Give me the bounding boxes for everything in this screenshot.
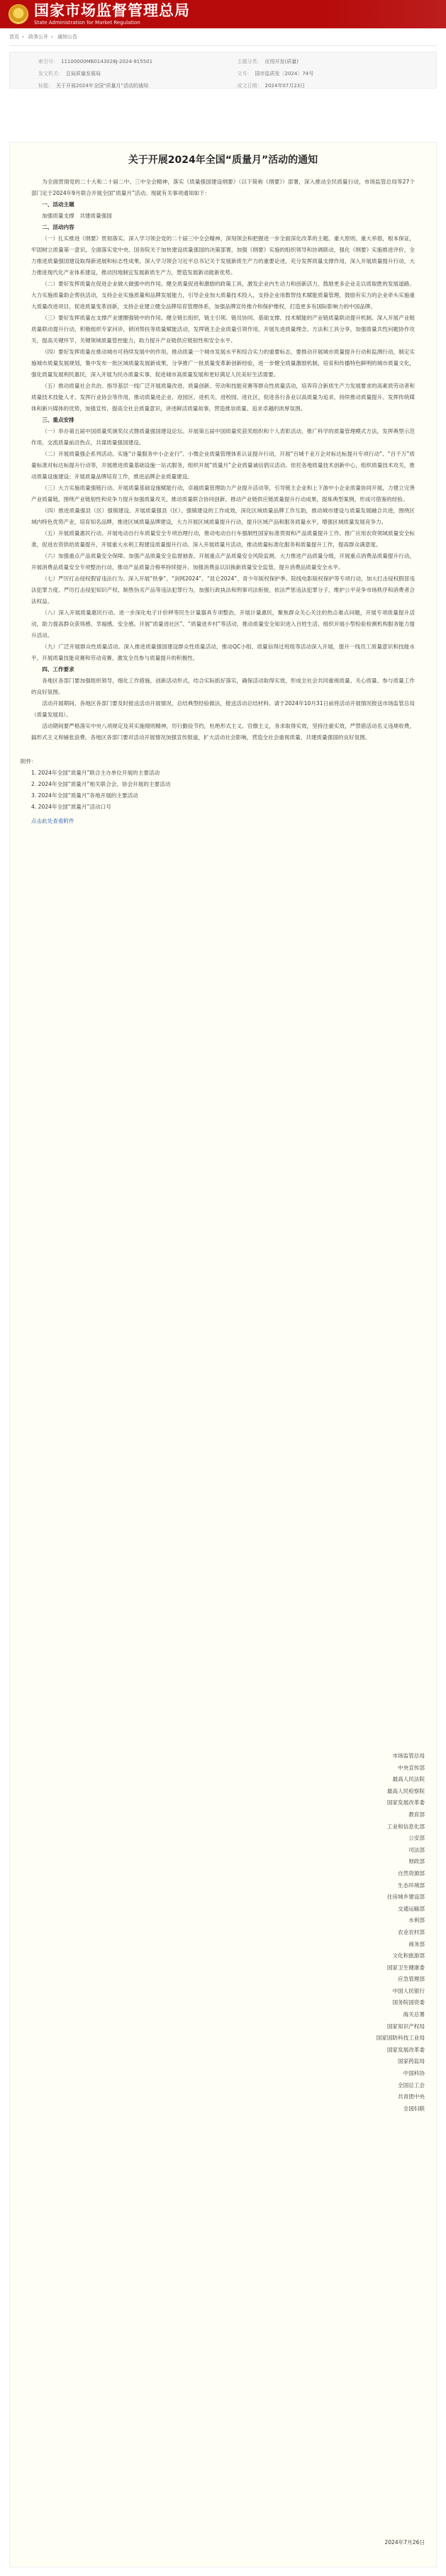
attachment-link[interactable]: 点击此处查看附件 — [31, 818, 74, 824]
recipient-item: 国家国防科技工业局 — [376, 2035, 425, 2042]
article-paragraph: 活动开展期间，各地区各部门要及时报送活动开展情况，总结典型经验做法，报送活动总结材料。请于2024年10月31日前将活动开展情况报送市场监管总局（质量发展局）。 — [31, 700, 415, 718]
recipient-item: 公安部 — [408, 1835, 425, 1842]
site-english-title: State Administration for Market Regulation — [34, 19, 140, 26]
breadcrumb-notices[interactable]: 通知公告 — [57, 34, 78, 40]
recipient-item: 国家卫生健康委 — [386, 1964, 425, 1971]
recipient-item: 最高人民检察院 — [386, 1787, 425, 1794]
article-paragraph: （七）严厉打击侵权假冒违法行为。深入开展“铁拳”、“剑网2024”、“昆仑2024”、青少年版权保护季、院线电影版权保护等专项行动，加大打击侵权假冒违法犯罪力度。严厉打击侵犯知识产权、制售伪劣产品等违法犯罪行为，加强行政执法和刑事司法衔接，依法严惩违法犯罪分子，维护公平竞争市场秩序和消费者合法权益。 — [31, 575, 415, 604]
meta-subject: 主题分类： 应用开发(质量) — [237, 59, 299, 64]
recipient-item: 交通运输部 — [398, 1905, 425, 1912]
article-paragraph: （二）要好发挥质量在促进企业做大做强中的作用。健全质量促进和激励的政策工具，激发企业内生动力和创新活力，鼓励更多企业走以质取胜的发展道路。大力实施质量助企帮扶活动，支持企业实施质量和品牌发展能力，引导企业加大质量技术投入，支持企业用数智技术赋能质量管理，鼓励有实力的企业牵头实施重大质量改进项目，促进质量变革创新，支持企业建立健全品牌培育管理体系，加强品牌宣传推介和保护维权，打造更多有国际影响力的中国品牌。 — [31, 281, 415, 310]
breadcrumb-gov-info[interactable]: 政务公开 — [28, 34, 49, 40]
article-paragraph: （九）广泛开展群众性质量活动。深入推进质量强国建设群众性质量活动，推动QC小组、质量信得过班组等活动深入开展，提升一线员工质量意识和技能水平，开展质量技能竞赛和劳动竞赛，激发全员参与质量提升的积极性。 — [31, 643, 415, 661]
article-paragraph: （四）要好发挥质量在推动城市可持续发展中的作用。推动质量一个城市发展水平和综合实力的重要标志，要推动开展城市质量提升行动和监测行动，制定实施城市质量发展规划，集中发布一批区域质量发展新成果，分享推广一批质量变革新创新经验，进一步健全质量激励机制，培育和传播特色鲜明的城市质量文化，强化质量发展利民惠民，深入开展为民办质量实事，促进城市高质量发展和更好满足人民美好生活需要。 — [31, 349, 415, 378]
breadcrumb-home[interactable]: 首页 — [9, 34, 19, 40]
recipient-item: 全国妇联 — [403, 2105, 425, 2112]
recipient-item: 最高人民法院 — [392, 1776, 425, 1783]
national-emblem-icon — [9, 4, 28, 24]
recipient-item: 国务院国资委 — [392, 1999, 425, 2006]
attachment-item[interactable]: 1. 2024年全国“质量月”联合主办单位开展的主要活动 — [31, 770, 160, 776]
meta-index: 索引号： 11100000MB0143028J-2024-915501 — [38, 59, 153, 64]
document-date: 2024年7月26日 — [384, 2539, 425, 2546]
recipient-item: 国家药监局 — [398, 2058, 425, 2065]
recipient-item: 国家发展改革委 — [386, 2046, 425, 2053]
meta-written: 成文日期： 2024年07月23日 — [237, 83, 306, 89]
meta-issuer: 发文机关： 总局质量发展局 — [38, 71, 101, 77]
header-decoration — [325, 0, 446, 28]
article-body — [10, 176, 436, 743]
section-heading: 三、重点安排 — [42, 417, 74, 423]
recipient-item: 市场监管总局 — [392, 1753, 425, 1759]
attachment-item[interactable]: 2. 2024年全国“质量月”相关联合会、协会开展的主要活动 — [31, 781, 171, 787]
recipient-item: 生态环境部 — [398, 1882, 425, 1889]
article-paragraph: （五）开展质量惠民行动。开展电动自行车质量安全专项治理行动，推动电动自行车强制性国家标准贯彻和产品质量提升工作。推广应用农资领域质量安全标准，促进农资供给质量提升，开展重大水利工程建设质量提升行动。深入开展质量月活动，推动质量标准化服务和质量提升工作，提高群众满意度。 — [31, 530, 415, 548]
recipient-item: 共青团中央 — [398, 2093, 425, 2100]
meta-title: 标题： 关于开展2024年全国“质量月”活动的通知 — [38, 83, 149, 89]
recipient-item: 全国总工会 — [398, 2081, 425, 2088]
article-paragraph: （八）深入开展质量惠民行动。进一步深化电子计价秤等民生计量器具专项整治，开展计量惠民，聚焦群众关心关注的热点难点问题，开展专项质量提升活动，助力提高群众获得感、幸福感、安全感。开展“质量进社区”、“质量进乡村”等活动，推动质量安全知识进入百姓生活，组织开展小型检验检测机构服务能力提升活动。 — [31, 609, 415, 639]
recipient-item: 中国科协 — [403, 2070, 425, 2077]
article-paragraph: （二）开展质量强企系列活动。实施“计量服务中小企业行”、小微企业质量管理体系认证提升行动，开展“百城千业万企对标达标提升专项行动”、“百千万”质量标准对标达标提升行动等，开展推进质量基础设施一站式服务，组织开展“质量月”企业质量诚信倡议活动。依托各地质量技术创新中心，组织质量技术攻关，推动质量设施建设；开展质量品牌培育工作，推进品牌企业质量建设。 — [31, 451, 415, 480]
attachments-list — [10, 767, 436, 813]
section-heading: 四、工作要求 — [42, 666, 74, 673]
section-heading: 二、活动内容 — [42, 224, 74, 230]
article-paragraph: （三）大力实施质量强链行动。开展质量基础设施赋能行动，卓越质量管理助力产业提升活动等，引导链主企业和上下游中小企业质量协同开展，力建立完善产业质量链，围绕产业链韧性和竞争力提升加强质量攻关，推动质量联合协同创新，推动产业链供应链质量提升行动成果，提炼典型案例，形成可借鉴的经验。 — [31, 485, 415, 502]
recipient-item: 商务部 — [408, 1940, 425, 1947]
article-paragraph: 加强质量支撑 共建质量强国 — [42, 213, 112, 219]
breadcrumb: 首页 › 政务公开 › 通知公告 — [9, 28, 437, 46]
recipients-list — [377, 1750, 425, 2115]
recipient-item: 水利部 — [408, 1917, 425, 1924]
article-title: 关于开展2024年全国“质量月”活动的通知 — [128, 154, 318, 166]
recipient-item: 国家发展改革委 — [386, 1799, 425, 1806]
recipient-item: 司法部 — [408, 1846, 425, 1853]
section-heading: 一、活动主题 — [42, 201, 74, 208]
recipient-item: 海关总署 — [403, 2011, 425, 2018]
recipient-item: 文化和旅游部 — [392, 1952, 425, 1959]
meta-docno: 文号： 国市监质发〔2024〕74号 — [237, 71, 314, 77]
recipient-item: 中国人民银行 — [392, 1987, 425, 1994]
attachments-label: 附件： — [21, 758, 37, 765]
recipient-item: 住房城乡建设部 — [386, 1894, 425, 1901]
article-paragraph: （五）推动质量社会共治。指导基层一线广泛开展质量改进、质量创新、劳动和技能竞赛等群众性质量活动，培养符合新质生产力发展要求的高素质劳动者和质量技术技能人才。发挥行业协会等作用，推动质量进企业、进园区、进机关、进校园、进社区，促进各行各业以高质量为追求，持续推动质量提升。发挥传统媒体和新兴媒体的优势，加强宣传，提高全社会质量意识，讲述鲜活质量故事，营造推崇质量、追求卓越的浓厚氛围。 — [31, 383, 415, 412]
recipient-item: 工业和信息化部 — [386, 1823, 425, 1830]
site-title[interactable]: 国家市场监督管理总局 — [34, 1, 190, 19]
article-paragraph: （六）加强重点产品质量安全保障。加强产品质量安全监督抽查、开展重点产品质量安全风险监测，大力推进产品质量分级，开展重点消费品质量提升行动，开展消费品质量安全专项整治行动，推动产品质量合格率持续提升。加强消费品以旧换新质量安全监管，提升消费品质量安全水平。 — [31, 553, 415, 570]
document-meta — [9, 52, 437, 89]
recipient-item: 财政部 — [408, 1858, 425, 1865]
article-paragraph: （一）举办第五届中国质量奖颁奖仪式暨质量强国建设论坛。开展第五届中国质量奖获奖组织和个人表彰活动，推广科学的质量管理模式方法，发挥典型示范作用，交流质量前沿热点，共谋质量强国建设。 — [31, 428, 415, 446]
recipient-item: 中央宣传部 — [398, 1764, 425, 1771]
recipient-item: 应急管理部 — [398, 1976, 425, 1983]
article-paragraph: （三）要好发挥质量在支撑产业建圈强链中的作用。健全链长组织，链主引领、链员协同、基础支撑、技术赋能的产业链质量联动提升机制。深入开展产业链质量联动提升行动，积极组织专家问诊，锁闭帮扶等质量赋能活动，发挥链主企业质量引领作用，开展先进质量理念、方法和工具分享，加强质量共性问题协作攻关，提高关键环节、关键领域质量管控能力，助力提升产业链供应链韧性和安全水平。 — [31, 315, 415, 344]
attachment-item[interactable]: 3. 2024年全国“质量月”各地开展的主要活动 — [31, 792, 138, 799]
article-container — [9, 142, 437, 2567]
site-header — [0, 0, 446, 28]
article-paragraph: 活动期间要严格落实中央八项规定及其实施细则精神，厉行勤俭节约，杜绝形式主义、官僚主义，务求取得实效，坚持注重实效，严禁借活动名义违规收费，搞形式主义和铺张浪费。各地区各部门要对活动开展情况加强宣传报道，扩大活动社会影响，营造全社会重视质量、共建质量强国的良好氛围。 — [31, 723, 415, 741]
attachment-item[interactable]: 4. 2024年全国“质量月”活动口号 — [31, 804, 111, 810]
recipient-item: 自然资源部 — [398, 1869, 425, 1877]
recipient-item: 教育部 — [408, 1811, 425, 1818]
article-paragraph: 各地区各部门要加强组织领导，细化工作措施，创新活动形式，结合实际抓好落实，确保活动取得实效，形成全社会共同重视质量、关心质量、参与质量工作的良好氛围。 — [31, 677, 415, 695]
recipient-item: 农业农村部 — [398, 1928, 425, 1935]
recipient-item: 国家知识产权局 — [386, 2023, 425, 2030]
article-paragraph: （四）推进质量强县（区）强镇建设。开展质量强县（区）、强镇建设的工作成效，深化区域质量品牌工作互助，推动城市建设与质量发展融合共进，围绕区域内特色优势产业，培育知名品牌，推进区域质量品牌建设，大力开展区域质量提升行动，提升区域产品和服务质量水平，增强区域质量发展竞争力。 — [31, 507, 415, 525]
article-paragraph: 为全面贯彻党的二十大和二十届二中、三中全会精神，落实《质量强国建设纲要》（以下简称《纲要》）部署，深入推动全民质量行动，市场监管总局等27个部门定于2024年9月联合开展全国“质量月”活动。现就有关事项通知如下： — [31, 179, 415, 196]
article-paragraph: （一）扎实推进《纲要》贯彻落实。深入学习领会党的二十届三中全会精神，深刻领会和把握进一步全面深化改革的主题、重大原则、重大举措，根本保证，牢固树立质量第一意识，全面落实党中央、国务院关于加快建设质量强国的决策部署，加强《纲要》实施的组织领导和协调联动，强化《纲要》实施推进评价，全力推进质量强国建设取得新进展和标志性成果。深入学习领会习近平总书记关于发展新质生产力的重要论述，充分发挥质量支撑作用，深入开展质量提升行动，大力推进现代化产业体系建设，推动因地制宜发展新质生产力，塑造发展新动能新优势。 — [31, 235, 415, 276]
